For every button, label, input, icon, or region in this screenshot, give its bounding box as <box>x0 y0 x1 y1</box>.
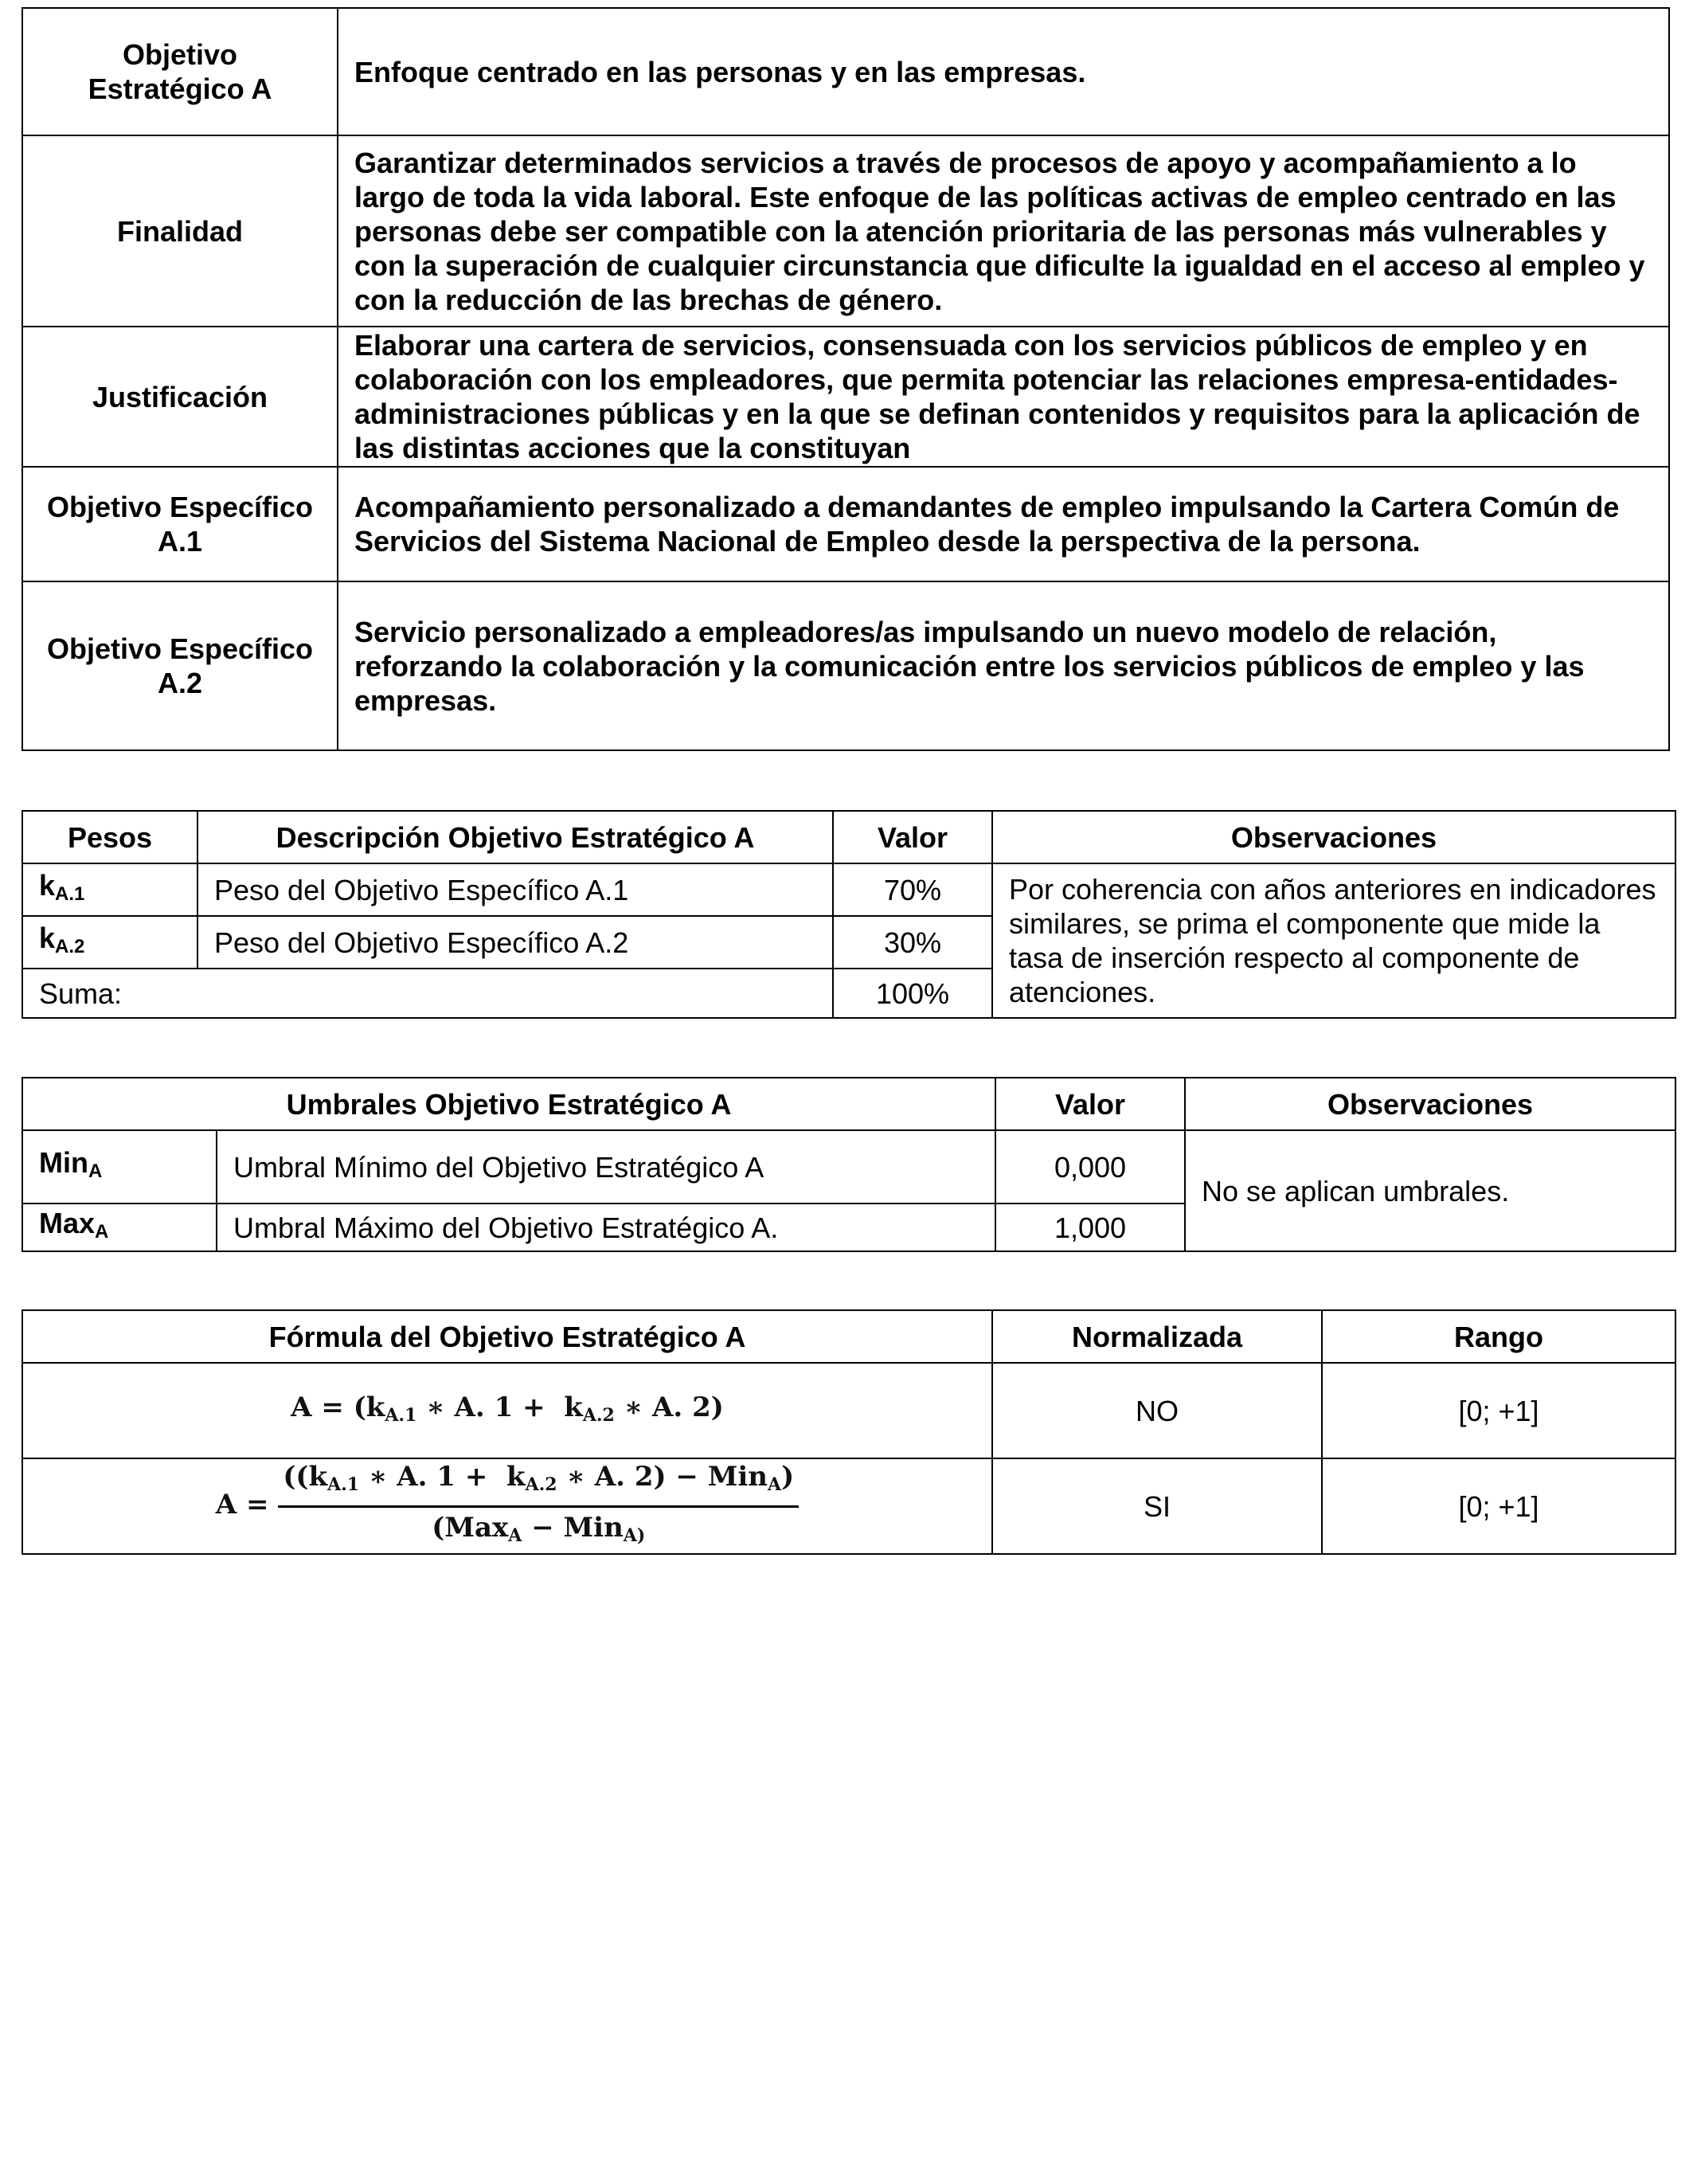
normalized-value: SI <box>992 1458 1322 1554</box>
column-header: Valor <box>995 1078 1185 1130</box>
threshold-symbol: Min$_A$ <box>22 1130 217 1204</box>
normalized-value: NO <box>992 1363 1322 1458</box>
table-row <box>22 1458 1675 1554</box>
weight-value: 30% <box>833 916 992 969</box>
formula-table <box>22 1309 1676 1555</box>
column-header: Descripción Objetivo Estratégico A <box>197 811 833 863</box>
table-row <box>22 467 1669 581</box>
sum-value: 100% <box>833 969 992 1018</box>
table-row <box>22 581 1669 750</box>
range-value: [0; +1] <box>1322 1363 1675 1458</box>
thresholds-table <box>22 1077 1676 1252</box>
column-header: Rango <box>1322 1310 1675 1363</box>
weights-observations: Por coherencia con años anteriores en indicadores similares, se prima el componente que mide la tasa de inserción respecto al componente de atenciones. <box>992 863 1675 1018</box>
row-label: Objetivo Específico A.1 <box>22 467 338 581</box>
threshold-symbol: Max$_A$ <box>22 1204 217 1251</box>
table-header-row <box>22 811 1675 863</box>
table-header-row <box>22 1310 1675 1363</box>
table-row <box>22 863 1675 916</box>
weight-symbol: $k_{A.2}$ <box>22 916 197 969</box>
weights-table <box>22 810 1676 1019</box>
row-text: Acompañamiento personalizado a demandantes de empleo impulsando la Cartera Común de Servicios del Sistema Nacional de Empleo desde la perspectiva de la persona. <box>338 467 1669 581</box>
column-header: Observaciones <box>992 811 1675 863</box>
column-header: Fórmula del Objetivo Estratégico A <box>22 1310 992 1363</box>
weight-symbol: $k_{A.1}$ <box>22 863 197 916</box>
formula-cell <box>22 1363 992 1458</box>
table-header-row <box>22 1078 1675 1130</box>
row-label: Justificación <box>22 327 338 467</box>
row-label: Finalidad <box>22 135 338 327</box>
weight-value: 70% <box>833 863 992 916</box>
column-header: Observaciones <box>1185 1078 1675 1130</box>
table-row <box>22 1363 1675 1458</box>
formula-image: A = (kA.1 ∗ A. 1 + kA.2 ∗ A. 2) <box>291 1391 724 1426</box>
row-text: Garantizar determinados servicios a través de procesos de apoyo y acompañamiento a lo largo de toda la vida laboral. Este enfoque de las políticas activas de empleo centrado en las personas debe ser compatible con la atención prioritaria de las personas más vulnerables y con la superación de cualquier circunstancia que dificulte la igualdad en el acceso al empleo y con la reducción de las brechas de género. <box>338 135 1669 327</box>
threshold-description: Umbral Mínimo del Objetivo Estratégico A <box>217 1130 995 1204</box>
table-row <box>22 1130 1675 1204</box>
column-header: Valor <box>833 811 992 863</box>
column-header: Pesos <box>22 811 197 863</box>
formula-cell <box>22 1458 992 1554</box>
row-text: Elaborar una cartera de servicios, consensuada con los servicios públicos de empleo y en colaboración con los empleadores, que permita potenciar las relaciones empresa-entidades-administraciones públicas y en la que se definan contenidos y requisitos para la aplicación de las distintas acciones que la constituyan <box>338 327 1669 467</box>
objective-table <box>22 7 1670 751</box>
row-text: Enfoque centrado en las personas y en las empresas. <box>338 8 1669 135</box>
range-value: [0; +1] <box>1322 1458 1675 1554</box>
threshold-description: Umbral Máximo del Objetivo Estratégico A. <box>217 1204 995 1251</box>
threshold-value: 0,000 <box>995 1130 1185 1204</box>
weight-description: Peso del Objetivo Específico A.2 <box>197 916 833 969</box>
column-header: Umbrales Objetivo Estratégico A <box>22 1078 995 1130</box>
table-row <box>22 327 1669 467</box>
sum-label: Suma: <box>22 969 833 1018</box>
normalized-formula-image: A = $\frac{\text{((kA.1 ∗ A. 1 + kA.2 ∗ A. 2) − MinA)}}{\text{(MaxA − MinA)}}$ <box>216 1489 799 1521</box>
row-label: Objetivo Estratégico A <box>22 8 338 135</box>
row-text: Servicio personalizado a empleadores/as impulsando un nuevo modelo de relación, reforzando la colaboración y la comunicación entre los servicios públicos de empleo y las empresas. <box>338 581 1669 750</box>
threshold-value: 1,000 <box>995 1204 1185 1251</box>
weight-description: Peso del Objetivo Específico A.1 <box>197 863 833 916</box>
table-row <box>22 8 1669 135</box>
column-header: Normalizada <box>992 1310 1322 1363</box>
row-label: Objetivo Específico A.2 <box>22 581 338 750</box>
thresholds-observations: No se aplican umbrales. <box>1185 1130 1675 1251</box>
table-row <box>22 135 1669 327</box>
